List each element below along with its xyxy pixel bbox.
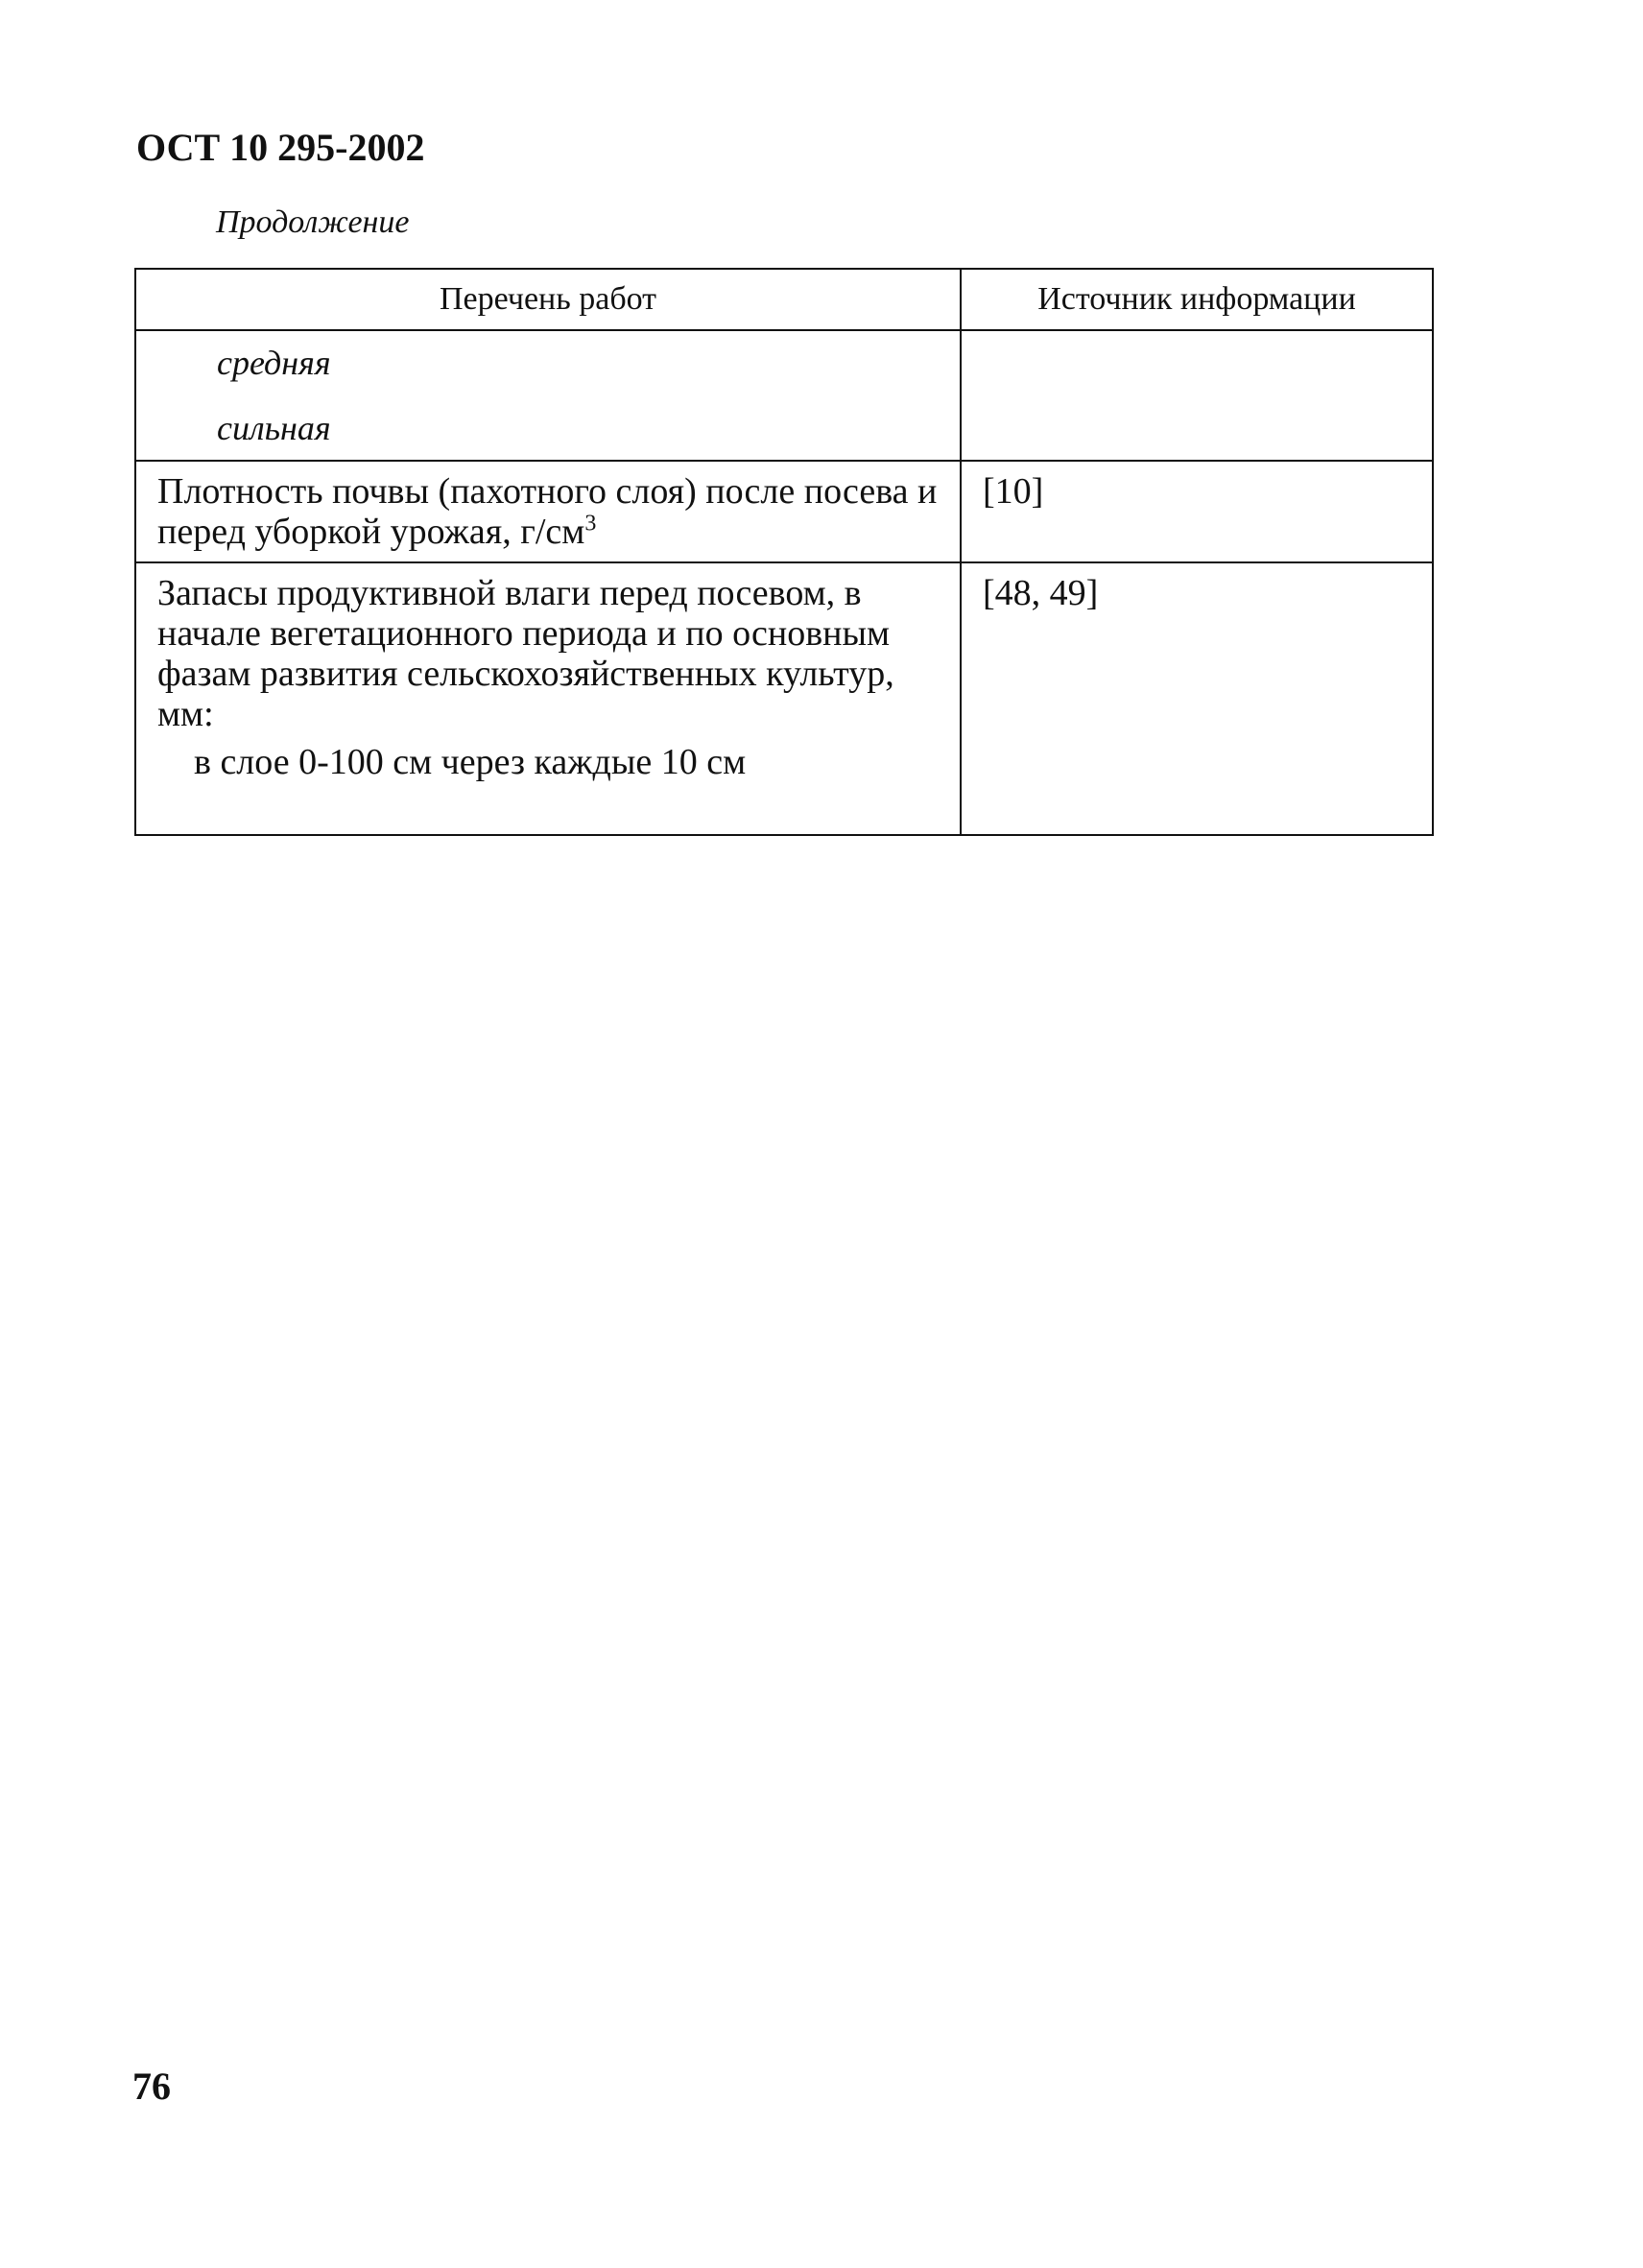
table-row (135, 562, 1433, 835)
source-cell: [48, 49] (961, 562, 1433, 835)
list-item: средняя (217, 344, 331, 382)
works-cell (135, 461, 961, 562)
source-cell (961, 330, 1433, 461)
works-cell (135, 330, 961, 461)
table-header-row (135, 269, 1433, 330)
works-table (134, 268, 1434, 836)
continuation-label: Продолжение (216, 204, 410, 240)
superscript: 3 (584, 511, 597, 537)
document-code: ОСТ 10 295-2002 (136, 126, 425, 169)
page-number: 76 (132, 2065, 171, 2108)
table-row (135, 461, 1433, 562)
column-header-works: Перечень работ (135, 269, 961, 330)
source-cell: [10] (961, 461, 1433, 562)
column-header-source: Источник информации (961, 269, 1433, 330)
table-row (135, 330, 1433, 461)
works-text: Запасы продуктивной влаги перед посевом, в начале вегетационного периода и по основным фазам развития сельскохозяйственных культур, мм: (157, 573, 894, 734)
list-item: сильная (217, 409, 331, 447)
works-subtext: в слое 0-100 см через каждые 10 см (194, 742, 747, 782)
works-cell (135, 562, 961, 835)
works-text: Плотность почвы (пахотного слоя) после посева и перед уборкой урожая, г/см (157, 471, 938, 552)
